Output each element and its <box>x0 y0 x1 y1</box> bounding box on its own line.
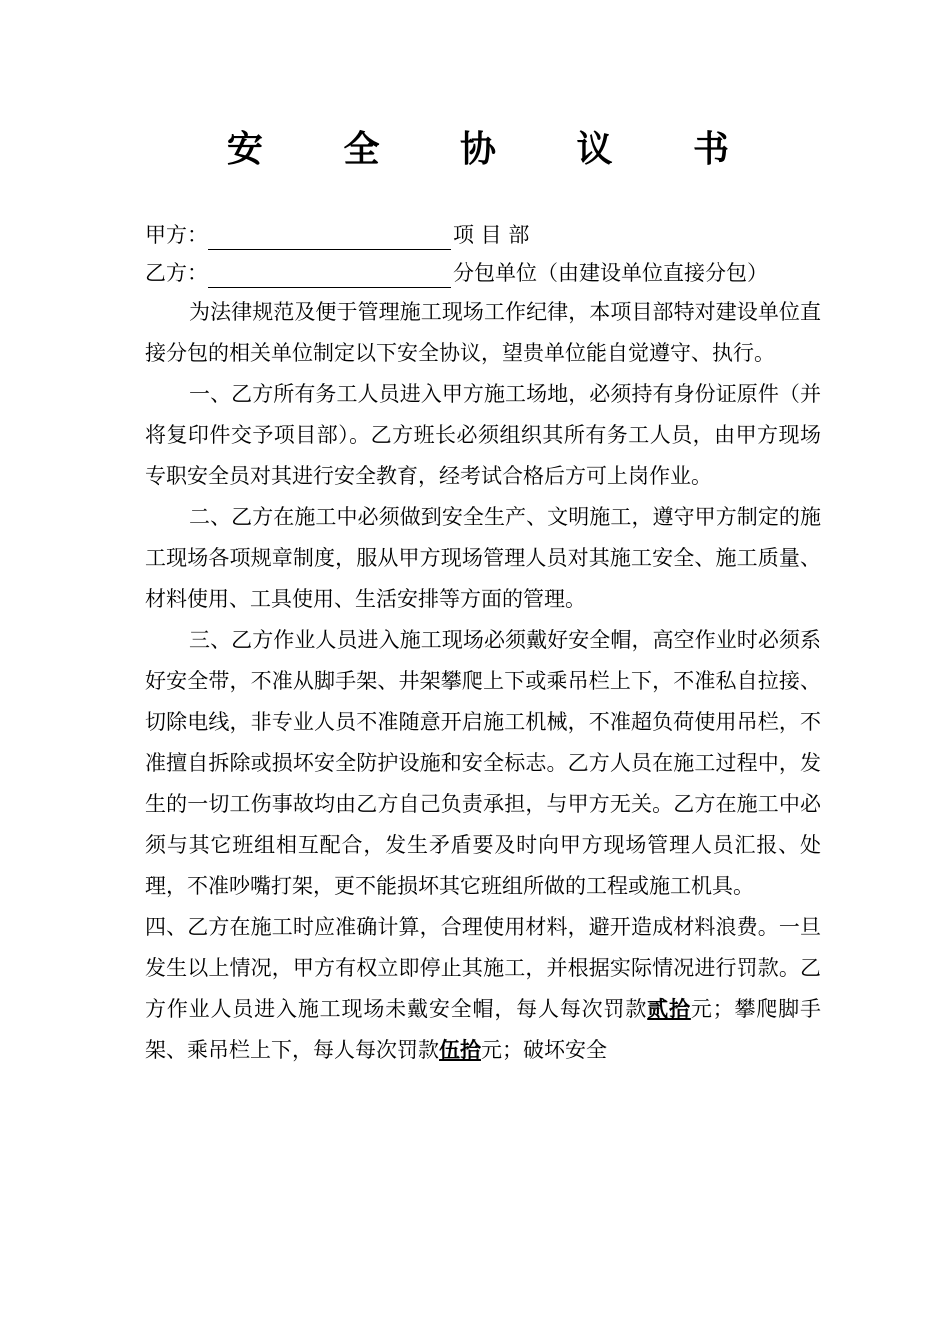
document-title: 安 全 协 议 书 <box>226 129 764 170</box>
clause-4-text-1: 四、乙方在施工时应准确计算，合理使用材料，避开造成材料浪费。一旦发生以上情况，甲方有权立即停止其施工，并根据实际情况进行罚款。乙方作业人员进入施工现场未戴安全帽，每人每次罚款 <box>145 915 821 1021</box>
clause-1: 一、乙方所有务工人员进入甲方施工场地，必须持有身份证原件（并将复印件交予项目部）。乙方班长必须组织其所有务工人员，由甲方现场专职安全员对其进行安全教育，经考试合格后方可上岗作业。 <box>145 382 821 488</box>
party-b-suffix: 分包单位（由建设单位直接分包） <box>453 261 768 285</box>
clause-2: 二、乙方在施工中必须做到安全生产、文明施工，遵守甲方制定的施工现场各项规章制度，服从甲方现场管理人员对其施工安全、施工质量、材料使用、工具使用、生活安排等方面的管理。 <box>145 505 821 611</box>
clause-3: 三、乙方作业人员进入施工现场必须戴好安全帽，高空作业时必须系好安全带，不准从脚手架、井架攀爬上下或乘吊栏上下，不准私自拉接、切除电线，非专业人员不准随意开启施工机械，不准超负荷使用吊栏，不准擅自拆除或损坏安全防护设施和安全标志。乙方人员在施工过程中，发生的一切工伤事故均由乙方自己负责承担，与甲方无关。乙方在施工中必须与其它班组相互配合，发生矛盾要及时向甲方现场管理人员汇报、处理，不准吵嘴打架，更不能损坏其它班组所做的工程或施工机具。 <box>145 628 821 898</box>
fine-amount-1: 贰拾 <box>647 997 691 1021</box>
party-b-line <box>145 258 768 288</box>
party-a-blank <box>208 227 451 250</box>
party-b-blank <box>208 265 451 288</box>
party-a-label: 甲方： <box>145 223 208 247</box>
fine-amount-2: 伍拾 <box>439 1038 481 1062</box>
clause-4-text-2: 元；攀爬脚手架、乘吊栏上下，每人每次罚款 <box>145 997 822 1062</box>
clause-4 <box>145 907 821 1071</box>
clause-4-text-3: 元；破坏安全 <box>481 1038 607 1062</box>
agreement-body <box>145 292 821 1071</box>
intro-paragraph: 为法律规范及便于管理施工现场工作纪律，本项目部特对建设单位直接分包的相关单位制定以下安全协议，望贵单位能自觉遵守、执行。 <box>145 300 821 365</box>
party-a-suffix: 项 目 部 <box>453 223 530 247</box>
party-a-line <box>145 220 529 250</box>
party-b-label: 乙方： <box>145 261 208 285</box>
